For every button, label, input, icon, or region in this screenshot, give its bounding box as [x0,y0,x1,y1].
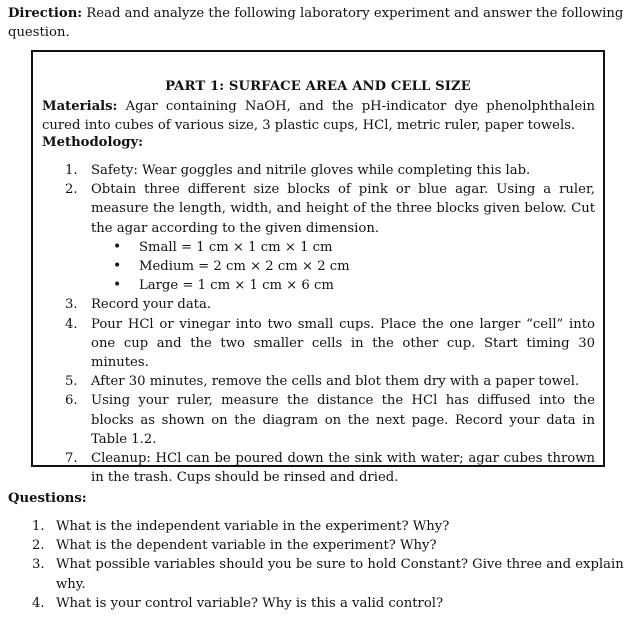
question-text: What is the independent variable in the experiment? Why? [56,519,450,534]
step-text: Pour HCl or vinegar into two small cups. Place the one larger “cell” into one cup and the two smaller cells in the other cup. Start timing 30 minutes. [91,316,595,371]
materials-text: Agar containing NaOH, and the pH-indicator dye phenolphthalein cured into cubes of various size, 3 plastic cups, HCl, metric ruler, paper towels. [42,99,595,134]
step-text: Cleanup: HCl can be poured down the sink with water; agar cubes thrown in the trash. Cups should be rinsed and dried. [91,451,595,486]
dimension-item: • Medium = 2 cm × 2 cm × 2 cm [91,257,595,276]
questions-label: Questions: [8,491,87,506]
question-item [8,517,638,536]
step-number: 6. [65,393,78,409]
step-item [43,180,595,295]
question-number: 4. [32,595,45,611]
step-text: After 30 minutes, remove the cells and blot them dry with a paper towel. [91,374,580,390]
step-text: Safety: Wear goggles and nitrile gloves while completing this lab. [91,163,531,178]
step-number: 7. [65,451,78,467]
question-item [8,555,638,593]
dimension-list [91,238,595,296]
step-item [43,295,595,314]
materials-label: Materials: [42,99,118,114]
step-number: 3. [65,297,78,313]
step-number: 4. [65,316,78,332]
methodology-steps [43,161,595,487]
question-number: 2. [32,538,45,554]
question-item [8,536,638,555]
step-number: 2. [65,182,78,198]
step-text: Using your ruler, measure the distance the HCl has diffused into the blocks as shown on the diagram on the next page. Record your data in Table 1.2. [91,393,595,447]
step-number: 1. [65,163,78,178]
question-number: 1. [32,519,45,534]
dimension-item: • Small = 1 cm × 1 cm × 1 cm [91,238,595,257]
part-title: PART 1: SURFACE AREA AND CELL SIZE [165,79,471,94]
step-number: 5. [65,374,78,390]
question-text: What is your control variable? Why is this a valid control? [56,595,444,611]
direction-text: Read and analyze the following laboratory experiment and answer the following question. [8,6,624,40]
question-text: What possible variables should you be sure to hold Constant? Give three and explain why. [56,557,624,592]
step-item [43,315,595,373]
question-number: 3. [32,557,45,573]
step-item [43,449,595,487]
step-item [43,372,595,391]
step-item [43,161,595,180]
questions-list [8,517,638,613]
methodology-label: Methodology: [42,135,144,150]
materials-paragraph [42,97,595,135]
step-text: Record your data. [91,297,212,313]
dimension-item: • Large = 1 cm × 1 cm × 6 cm [91,276,595,295]
step-text: Obtain three different size blocks of pink or blue agar. Using a ruler, measure the length, width, and height of the three blocks given below. Cut the agar according to the given dimension. [91,182,595,236]
direction-paragraph [8,4,628,42]
experiment-box [31,50,605,486]
direction-label: Direction: [8,6,83,21]
question-item [8,594,638,613]
step-item [43,391,595,449]
question-text: What is the dependent variable in the experiment? Why? [56,538,437,554]
